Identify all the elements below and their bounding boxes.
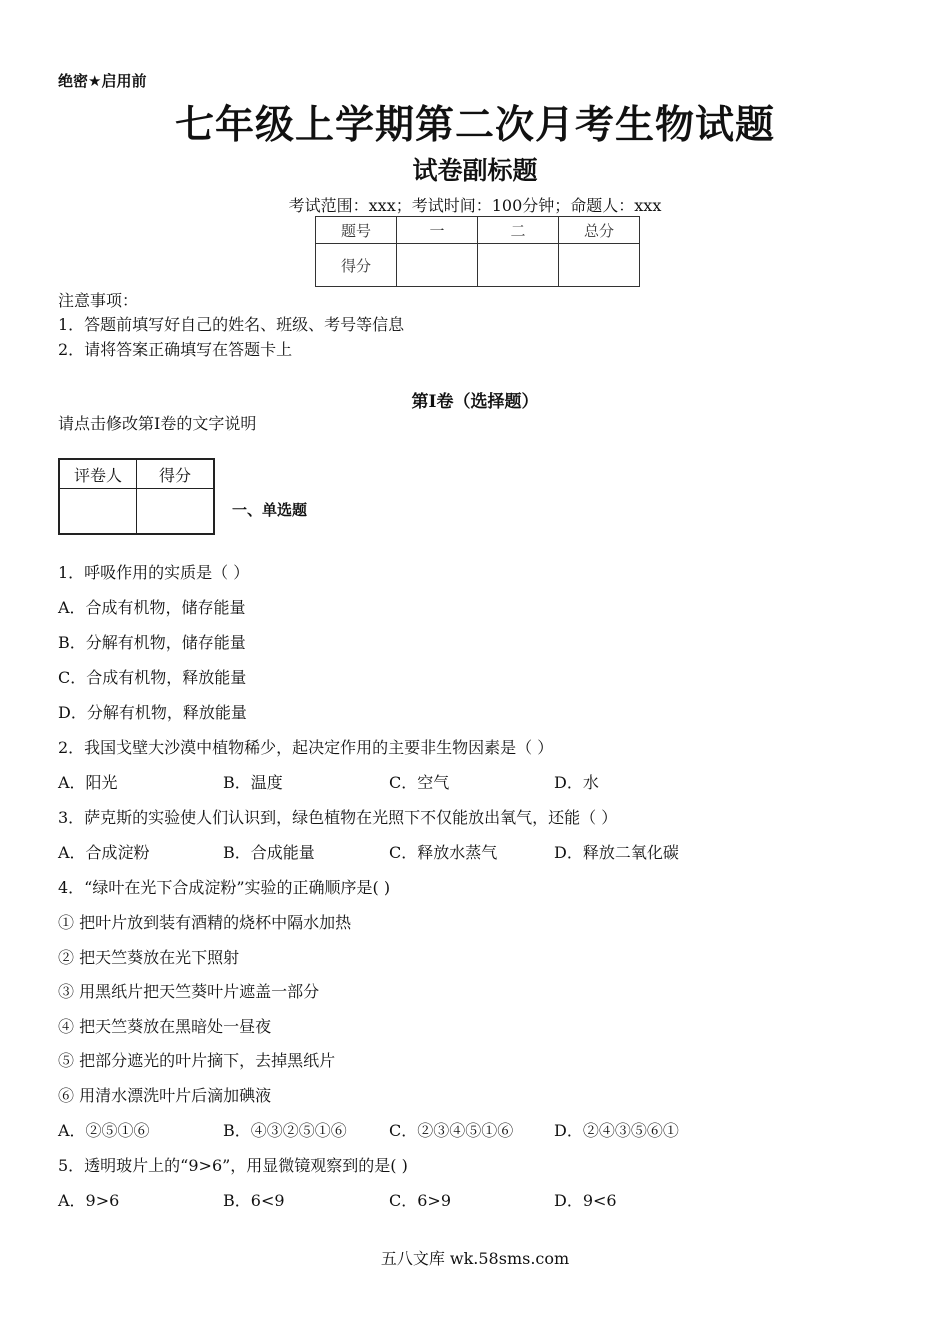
option-d[interactable]: D．9<6 bbox=[554, 1191, 617, 1210]
option-c[interactable]: C．6>9 bbox=[389, 1191, 452, 1210]
footer-watermark: 五八文库 wk.58sms.com bbox=[380, 1249, 570, 1268]
option-b[interactable]: B．④③②⑤①⑥ bbox=[223, 1121, 347, 1140]
exam-title: 七年级上学期第二次月考生物试题 bbox=[174, 103, 775, 148]
option-a[interactable]: A．合成有机物，储存能量 bbox=[58, 598, 246, 617]
note-item: 2．请将答案正确填写在答题卡上 bbox=[58, 340, 293, 359]
option-c[interactable]: C．合成有机物，释放能量 bbox=[58, 668, 247, 687]
grader-table bbox=[58, 458, 215, 535]
procedure-step: ② 把天竺葵放在光下照射 bbox=[58, 948, 240, 967]
option-a[interactable]: A．合成淀粉 bbox=[58, 843, 150, 862]
grader-cell[interactable] bbox=[137, 489, 215, 535]
question-stem: 4．“绿叶在光下合成淀粉”实验的正确顺序是( ) bbox=[58, 878, 391, 897]
option-a[interactable]: A．②⑤①⑥ bbox=[58, 1121, 150, 1140]
option-c[interactable]: C．释放水蒸气 bbox=[389, 843, 498, 862]
option-c[interactable]: C．空气 bbox=[389, 773, 450, 792]
part-title: 第I卷（选择题） bbox=[411, 392, 539, 412]
score-header-cell: 一 bbox=[397, 217, 478, 244]
question-stem: 3．萨克斯的实验使人们认识到，绿色植物在光照下不仅能放出氧气，还能（ ） bbox=[58, 808, 618, 827]
option-b[interactable]: B．6<9 bbox=[223, 1191, 285, 1210]
score-header-cell: 题号 bbox=[316, 217, 397, 244]
option-a[interactable]: A．9>6 bbox=[58, 1191, 120, 1210]
note-item: 1．答题前填写好自己的姓名、班级、考号等信息 bbox=[58, 315, 405, 334]
question-stem: 1．呼吸作用的实质是（ ） bbox=[58, 563, 250, 582]
option-d[interactable]: D．分解有机物，释放能量 bbox=[58, 703, 247, 722]
procedure-step: ③ 用黑纸片把天竺葵叶片遮盖一部分 bbox=[58, 982, 320, 1001]
option-b[interactable]: B．分解有机物，储存能量 bbox=[58, 633, 246, 652]
procedure-step: ⑥ 用清水漂洗叶片后滴加碘液 bbox=[58, 1086, 272, 1105]
notes-title: 注意事项： bbox=[58, 291, 139, 310]
option-d[interactable]: D．②④③⑤⑥① bbox=[554, 1121, 679, 1140]
option-b[interactable]: B．合成能量 bbox=[223, 843, 315, 862]
score-cell[interactable] bbox=[478, 244, 559, 287]
part-description: 请点击修改第I卷的文字说明 bbox=[58, 414, 257, 433]
option-c[interactable]: C．②③④⑤①⑥ bbox=[389, 1121, 514, 1140]
option-b[interactable]: B．温度 bbox=[223, 773, 283, 792]
option-a[interactable]: A．阳光 bbox=[58, 773, 118, 792]
question-stem: 5．透明玻片上的“9>6”，用显微镜观察到的是( ) bbox=[58, 1156, 408, 1175]
score-row-label: 得分 bbox=[316, 244, 397, 287]
score-header-cell: 二 bbox=[478, 217, 559, 244]
exam-info: 考试范围：xxx；考试时间：100分钟；命题人：xxx bbox=[288, 196, 662, 215]
score-cell[interactable] bbox=[397, 244, 478, 287]
option-d[interactable]: D．释放二氧化碳 bbox=[554, 843, 679, 862]
confidential-label: 绝密★启用前 bbox=[58, 72, 147, 90]
procedure-step: ① 把叶片放到装有酒精的烧杯中隔水加热 bbox=[58, 913, 352, 932]
grader-cell[interactable] bbox=[59, 489, 137, 535]
section-title: 一、单选题 bbox=[232, 501, 308, 519]
score-header-cell: 总分 bbox=[559, 217, 640, 244]
procedure-step: ⑤ 把部分遮光的叶片摘下，去掉黑纸片 bbox=[58, 1051, 336, 1070]
score-cell[interactable] bbox=[559, 244, 640, 287]
exam-subtitle: 试卷副标题 bbox=[412, 156, 538, 185]
grader-header-cell: 评卷人 bbox=[59, 459, 137, 489]
option-d[interactable]: D．水 bbox=[554, 773, 599, 792]
grader-header-cell: 得分 bbox=[137, 459, 215, 489]
score-table bbox=[315, 216, 640, 287]
question-stem: 2．我国戈壁大沙漠中植物稀少，起决定作用的主要非生物因素是（ ） bbox=[58, 738, 554, 757]
procedure-step: ④ 把天竺葵放在黑暗处一昼夜 bbox=[58, 1017, 272, 1036]
